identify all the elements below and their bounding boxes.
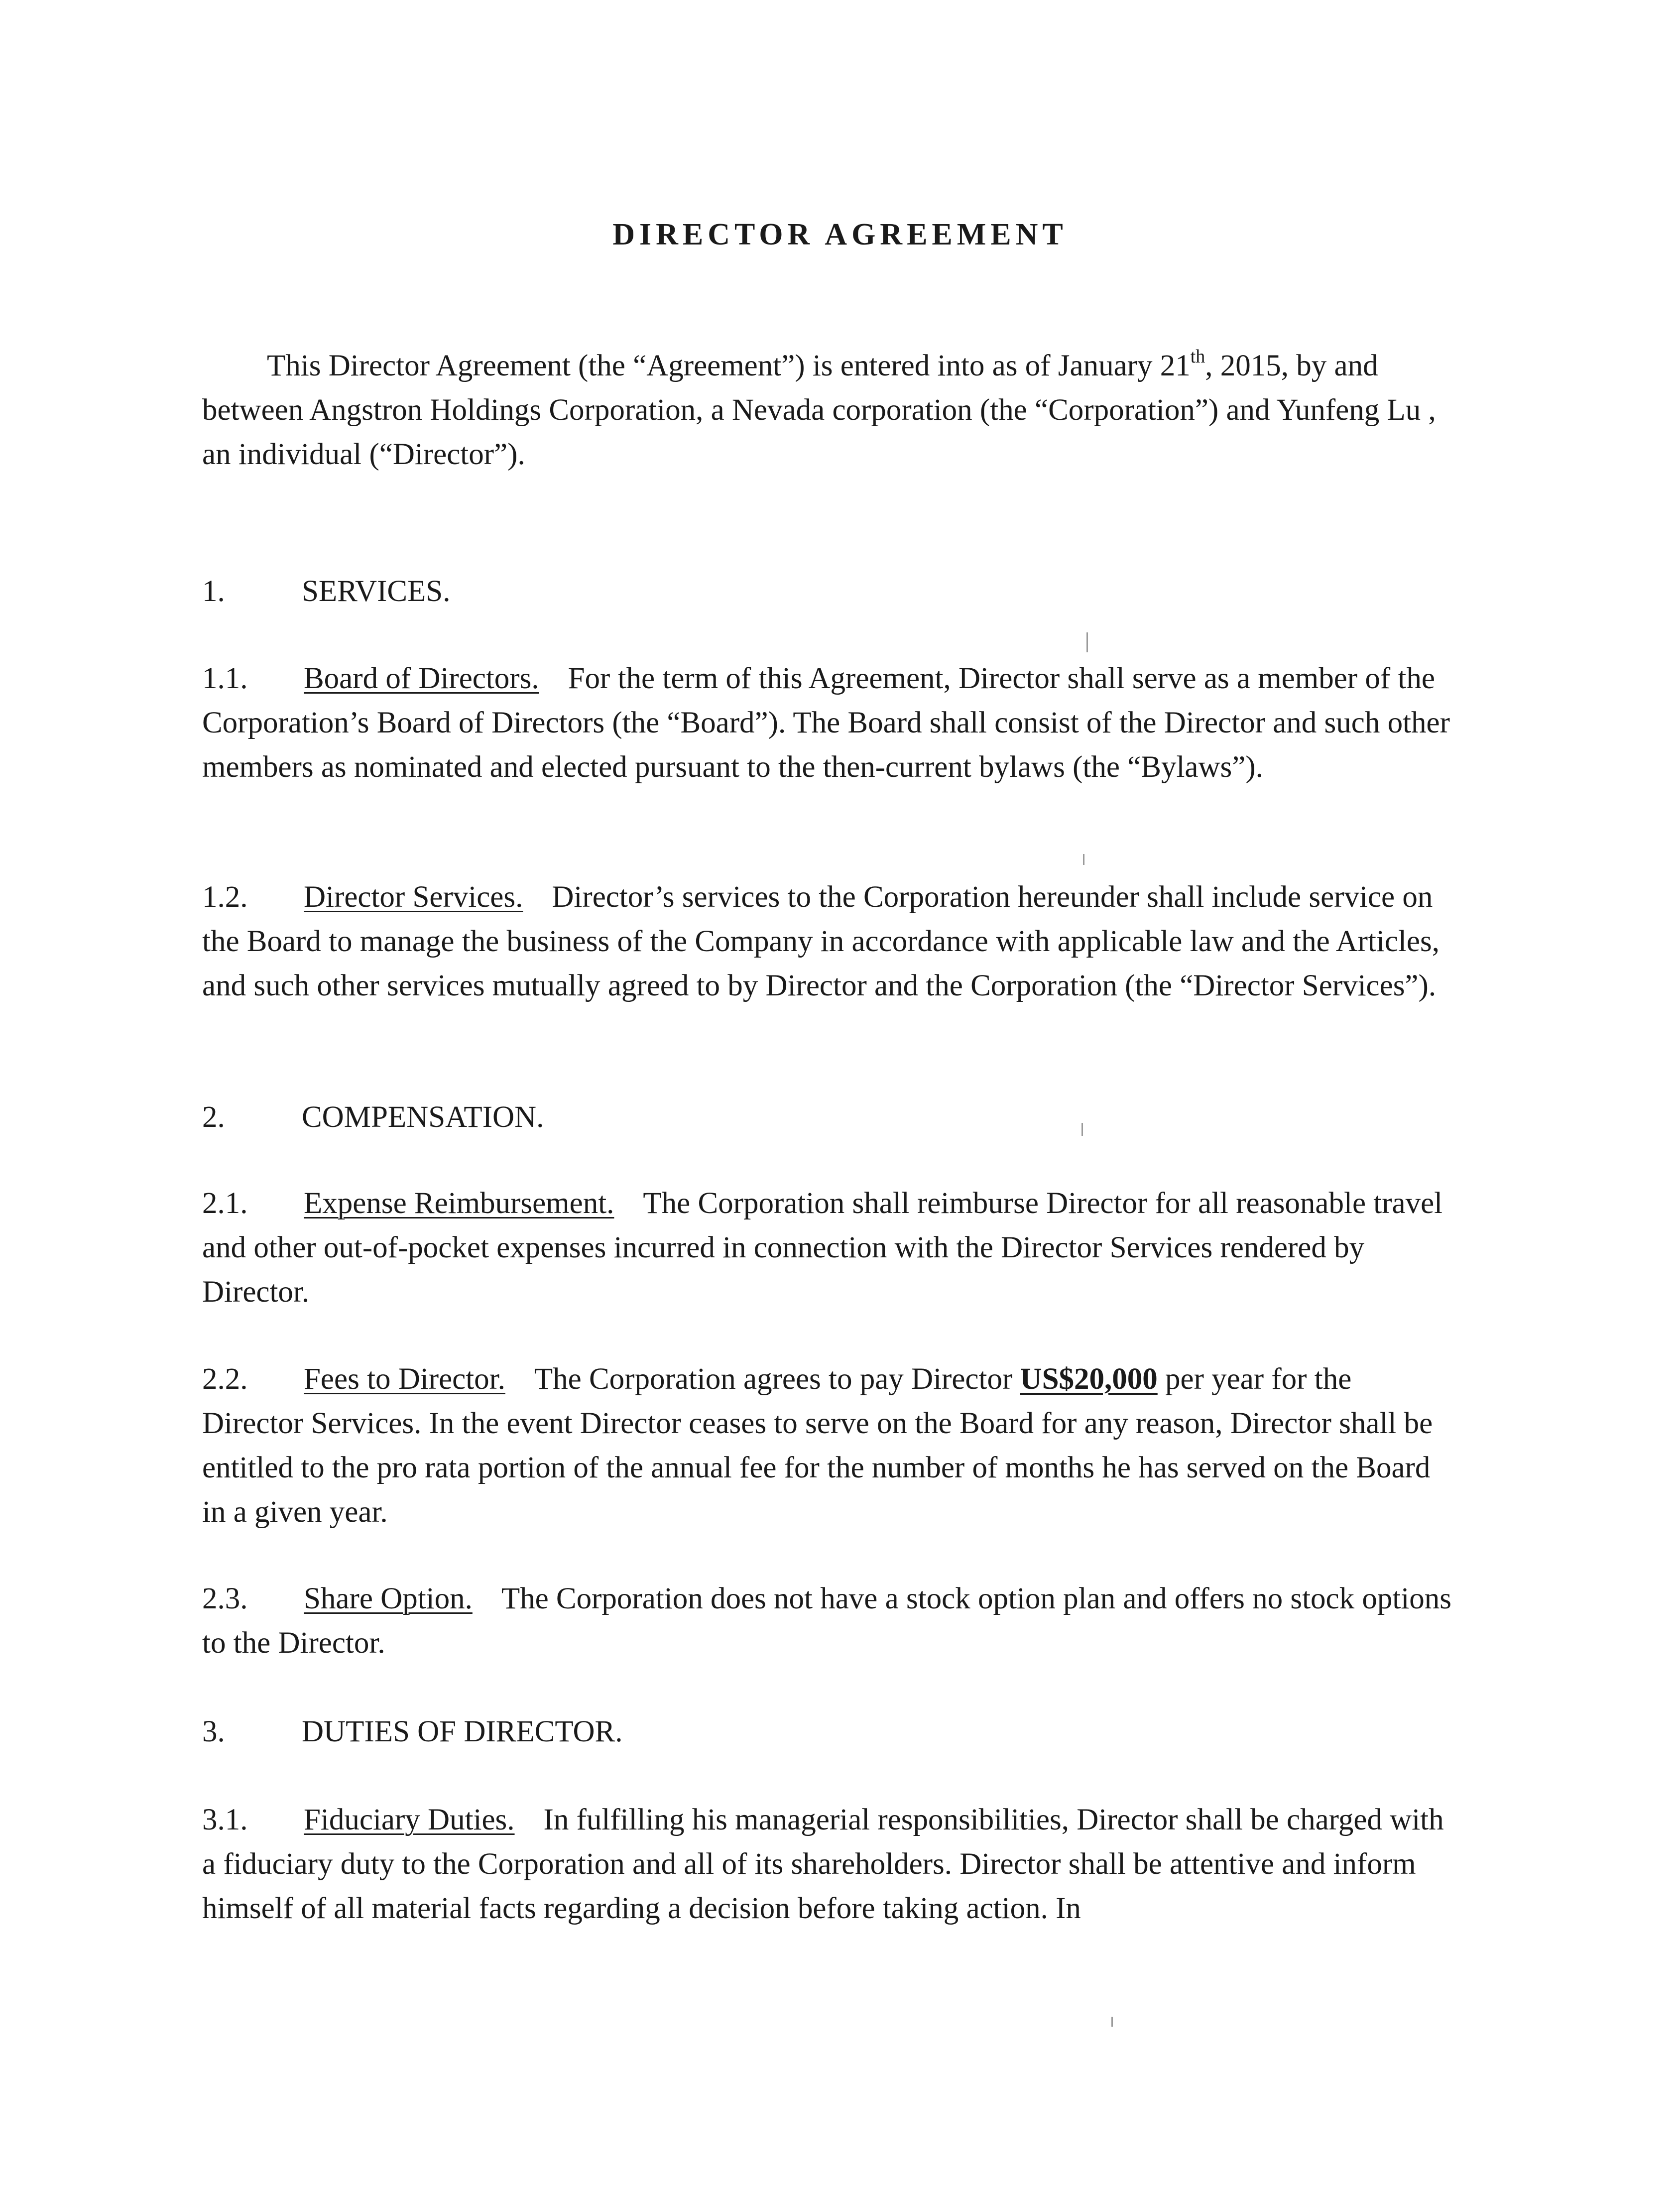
section-number: 1.1. xyxy=(202,662,248,695)
section-1-2 xyxy=(202,875,1457,1008)
scan-speck xyxy=(1083,854,1084,865)
section-number: 3. xyxy=(202,1715,225,1748)
section-title: Board of Directors. xyxy=(304,662,539,695)
section-2-1 xyxy=(202,1181,1457,1314)
intro-text-start: This Director Agreement (the “Agreement”) is entered into as of January 21 xyxy=(267,349,1191,382)
section-number: 2. xyxy=(202,1100,225,1134)
section-body: The Corporation does not have a stock option plan and offers no stock options to the Director. xyxy=(202,1582,1451,1660)
section-body: For the term of this Agreement, Director shall serve as a member of the Corporation’s Board of Directors (the “Board”). The Board shall consist of the Director and such other members as nominated and elected pursuant to the then-current bylaws (the “Bylaws”). xyxy=(202,662,1450,784)
section-number: 2.3. xyxy=(202,1582,248,1615)
section-1-1 xyxy=(202,656,1457,789)
section-title: Expense Reimbursement. xyxy=(304,1187,614,1220)
section-body: In fulfilling his managerial responsibilities, Director shall be charged with a fiduciary duty to the Corporation and all of its shareholders. Director shall be attentive and inform himself of all material facts regarding a decision before taking action. In xyxy=(202,1803,1444,1925)
section-body: Director’s services to the Corporation hereunder shall include service on the Board to manage the business of the Company in accordance with applicable law and the Articles, and such other services mutually agreed to by Director and the Corporation (the “Director Services”). xyxy=(202,880,1440,1002)
section-1-heading xyxy=(202,569,1457,613)
section-2-heading xyxy=(202,1095,1457,1139)
section-body-after: per year for the Director Services. In the event Director ceases to serve on the Board for any reason, Director shall be entitled to the pro rata portion of the annual fee for the number of months he has served on the Board in a given year. xyxy=(202,1362,1433,1529)
section-title: Director Services. xyxy=(304,880,523,914)
section-number: 1.2. xyxy=(202,880,248,914)
section-body-before: The Corporation agrees to pay Director xyxy=(534,1362,1013,1396)
section-number: 2.2. xyxy=(202,1362,248,1396)
section-2-2 xyxy=(202,1357,1457,1534)
section-title: DUTIES OF DIRECTOR. xyxy=(302,1715,623,1748)
section-title: COMPENSATION. xyxy=(302,1100,544,1134)
section-title: Fees to Director. xyxy=(304,1362,505,1396)
scan-speck xyxy=(1111,2017,1113,2027)
intro-superscript: th xyxy=(1190,346,1205,367)
section-number: 3.1. xyxy=(202,1803,248,1836)
intro-text-end: , 2015, by and between Angstron Holdings Corporation, a Nevada corporation (the “Corporation”) and Yunfeng Lu , an individual (“Director”). xyxy=(202,349,1436,471)
intro-paragraph xyxy=(202,344,1457,477)
scan-speck xyxy=(1081,1123,1083,1136)
section-number: 2.1. xyxy=(202,1187,248,1220)
section-body: The Corporation shall reimburse Director for all reasonable travel and other out-of-pocket expenses incurred in connection with the Director Services rendered by Director. xyxy=(202,1187,1443,1309)
scan-speck xyxy=(1086,632,1088,652)
section-3-1 xyxy=(202,1798,1457,1931)
fee-amount: US$20,000 xyxy=(1020,1362,1158,1396)
document-title: DIRECTOR AGREEMENT xyxy=(612,218,1068,251)
section-title: SERVICES. xyxy=(302,575,451,608)
section-title: Fiduciary Duties. xyxy=(304,1803,515,1836)
section-3-heading xyxy=(202,1709,1457,1754)
section-title: Share Option. xyxy=(304,1582,473,1615)
section-number: 1. xyxy=(202,575,225,608)
section-2-3 xyxy=(202,1577,1457,1665)
